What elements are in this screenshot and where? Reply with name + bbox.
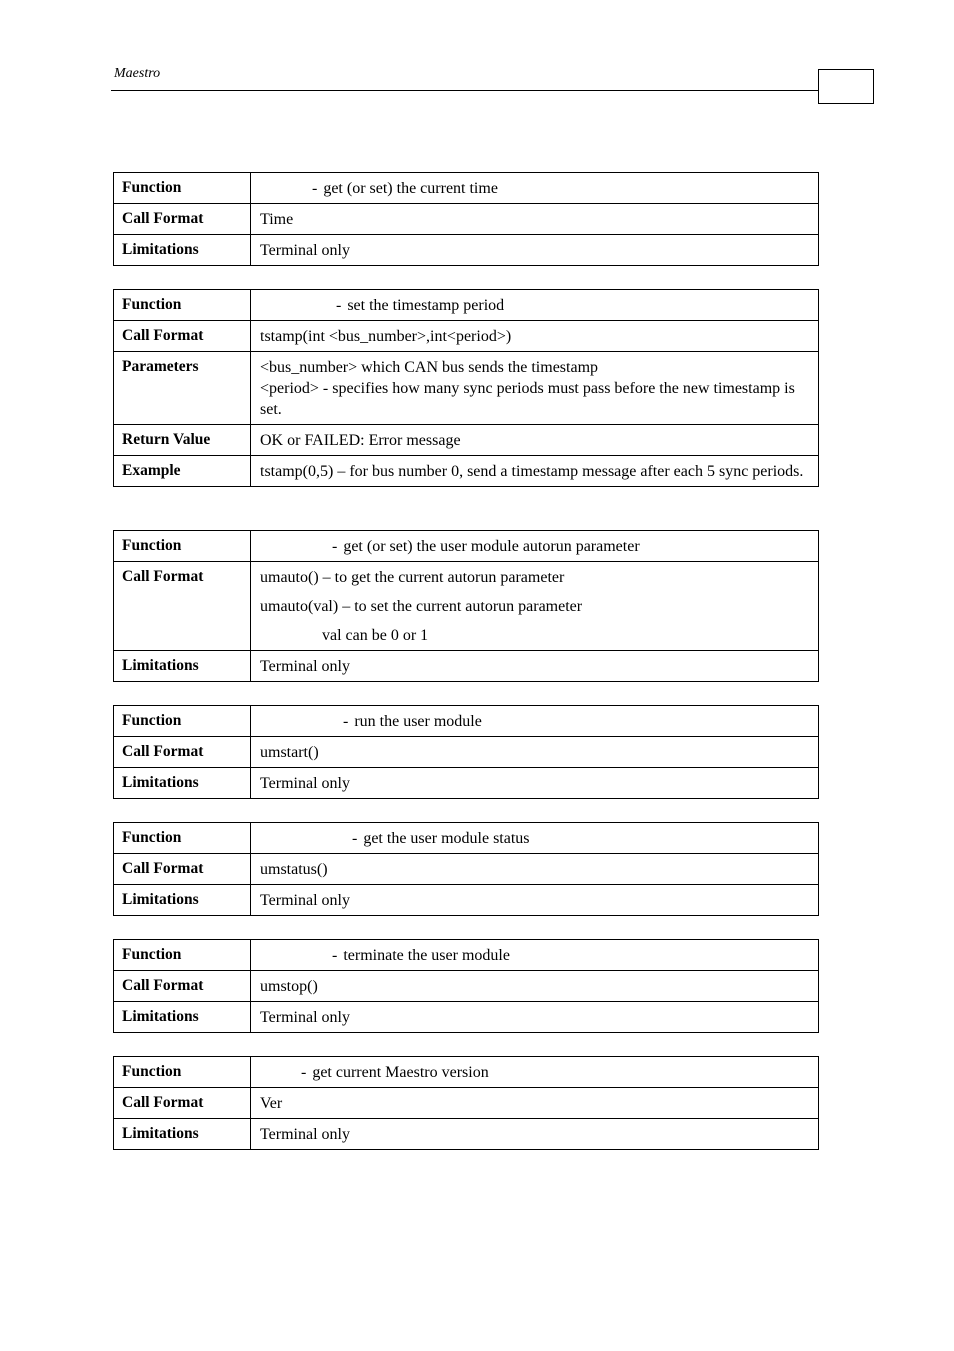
- function-table: [113, 822, 819, 916]
- row-label: Limitations: [114, 1002, 251, 1033]
- function-table: [113, 705, 819, 799]
- row-label: Function: [114, 1057, 251, 1088]
- row-value: [251, 321, 819, 352]
- row-value: [251, 1057, 819, 1088]
- row-value: [251, 706, 819, 737]
- value-line: umstop(): [260, 978, 318, 995]
- row-label: Example: [114, 456, 251, 487]
- row-label: Call Format: [114, 204, 251, 235]
- value-line: Terminal only: [260, 775, 350, 792]
- row-value: [251, 823, 819, 854]
- value-line: val can be 0 or 1: [322, 627, 429, 644]
- row-value: [251, 531, 819, 562]
- table-row: [114, 456, 819, 487]
- table-row: [114, 1057, 819, 1088]
- table-row: [114, 425, 819, 456]
- row-label: Call Format: [114, 562, 251, 651]
- row-label: Return Value: [114, 425, 251, 456]
- table-row: [114, 531, 819, 562]
- function-description: get the user module status: [363, 830, 530, 847]
- table-row: [114, 1119, 819, 1150]
- table-row: [114, 737, 819, 768]
- table-row: [114, 204, 819, 235]
- row-value: [251, 425, 819, 456]
- function-description: terminate the user module: [343, 947, 510, 964]
- separator-dash: -: [336, 297, 342, 314]
- value-line: tstamp(0,5) – for bus number 0, send a timestamp message after each 5 sync periods.: [260, 463, 804, 480]
- row-label: Call Format: [114, 321, 251, 352]
- value-line: umauto(val) – to set the current autorun parameter: [260, 598, 583, 615]
- row-value: [251, 1119, 819, 1150]
- table-row: [114, 321, 819, 352]
- row-label: Parameters: [114, 352, 251, 425]
- row-value: [251, 971, 819, 1002]
- value-line: umstatus(): [260, 861, 328, 878]
- row-value: [251, 651, 819, 682]
- row-label: Function: [114, 290, 251, 321]
- row-value: [251, 885, 819, 916]
- function-table: [113, 172, 819, 266]
- value-line: Terminal only: [260, 658, 350, 675]
- separator-dash: -: [332, 947, 338, 964]
- separator-dash: -: [301, 1064, 307, 1081]
- row-label: Call Format: [114, 737, 251, 768]
- row-label: Call Format: [114, 854, 251, 885]
- separator-dash: -: [352, 830, 358, 847]
- value-line: <bus_number> which CAN bus sends the timestamp: [260, 359, 599, 376]
- table-row: [114, 1002, 819, 1033]
- table-row: [114, 1088, 819, 1119]
- value-line: umstart(): [260, 744, 319, 761]
- function-table: [113, 530, 819, 682]
- table-row: [114, 768, 819, 799]
- row-value: [251, 737, 819, 768]
- table-row: [114, 823, 819, 854]
- row-label: Limitations: [114, 768, 251, 799]
- separator-dash: -: [312, 180, 318, 197]
- table-row: [114, 706, 819, 737]
- function-description: set the timestamp period: [347, 297, 505, 314]
- row-value: [251, 456, 819, 487]
- value-line: umauto() – to get the current autorun parameter: [260, 569, 565, 586]
- value-line: Ver: [260, 1095, 283, 1112]
- row-label: Function: [114, 940, 251, 971]
- value-line: Terminal only: [260, 1009, 350, 1026]
- function-description: get (or set) the current time: [323, 180, 498, 197]
- value-line: tstamp(int <bus_number>,int<period>): [260, 328, 512, 345]
- row-value: [251, 562, 819, 651]
- table-row: [114, 352, 819, 425]
- row-label: Limitations: [114, 651, 251, 682]
- row-value: [251, 854, 819, 885]
- table-row: [114, 173, 819, 204]
- row-value: [251, 1088, 819, 1119]
- table-row: [114, 854, 819, 885]
- document-title: Maestro: [114, 66, 161, 81]
- value-line: Time: [260, 211, 294, 228]
- row-label: Call Format: [114, 1088, 251, 1119]
- function-table: [113, 1056, 819, 1150]
- value-line: Terminal only: [260, 892, 350, 909]
- table-row: [114, 651, 819, 682]
- table-row: [114, 290, 819, 321]
- row-label: Limitations: [114, 885, 251, 916]
- header-rule: [111, 90, 819, 91]
- row-label: Limitations: [114, 1119, 251, 1150]
- table-row: [114, 235, 819, 266]
- row-label: Limitations: [114, 235, 251, 266]
- function-description: run the user module: [354, 713, 482, 730]
- row-value: [251, 1002, 819, 1033]
- row-value: [251, 173, 819, 204]
- function-table: [113, 939, 819, 1033]
- value-line: <period> - specifies how many sync periods must pass before the new timestamp is set.: [260, 380, 795, 418]
- table-row: [114, 885, 819, 916]
- value-line: Terminal only: [260, 1126, 350, 1143]
- row-label: Function: [114, 173, 251, 204]
- row-label: Function: [114, 706, 251, 737]
- row-label: Function: [114, 531, 251, 562]
- separator-dash: -: [332, 538, 338, 555]
- separator-dash: -: [343, 713, 349, 730]
- row-label: Function: [114, 823, 251, 854]
- row-value: [251, 352, 819, 425]
- row-value: [251, 290, 819, 321]
- row-label: Call Format: [114, 971, 251, 1002]
- function-description: get (or set) the user module autorun parameter: [343, 538, 640, 555]
- row-value: [251, 940, 819, 971]
- row-value: [251, 235, 819, 266]
- value-line: Terminal only: [260, 242, 350, 259]
- row-value: [251, 204, 819, 235]
- row-value: [251, 768, 819, 799]
- function-table: [113, 289, 819, 487]
- table-row: [114, 940, 819, 971]
- value-line: OK or FAILED: Error message: [260, 432, 461, 449]
- table-row: [114, 971, 819, 1002]
- function-description: get current Maestro version: [312, 1064, 489, 1081]
- table-row: [114, 562, 819, 651]
- page-number-box: [818, 69, 874, 104]
